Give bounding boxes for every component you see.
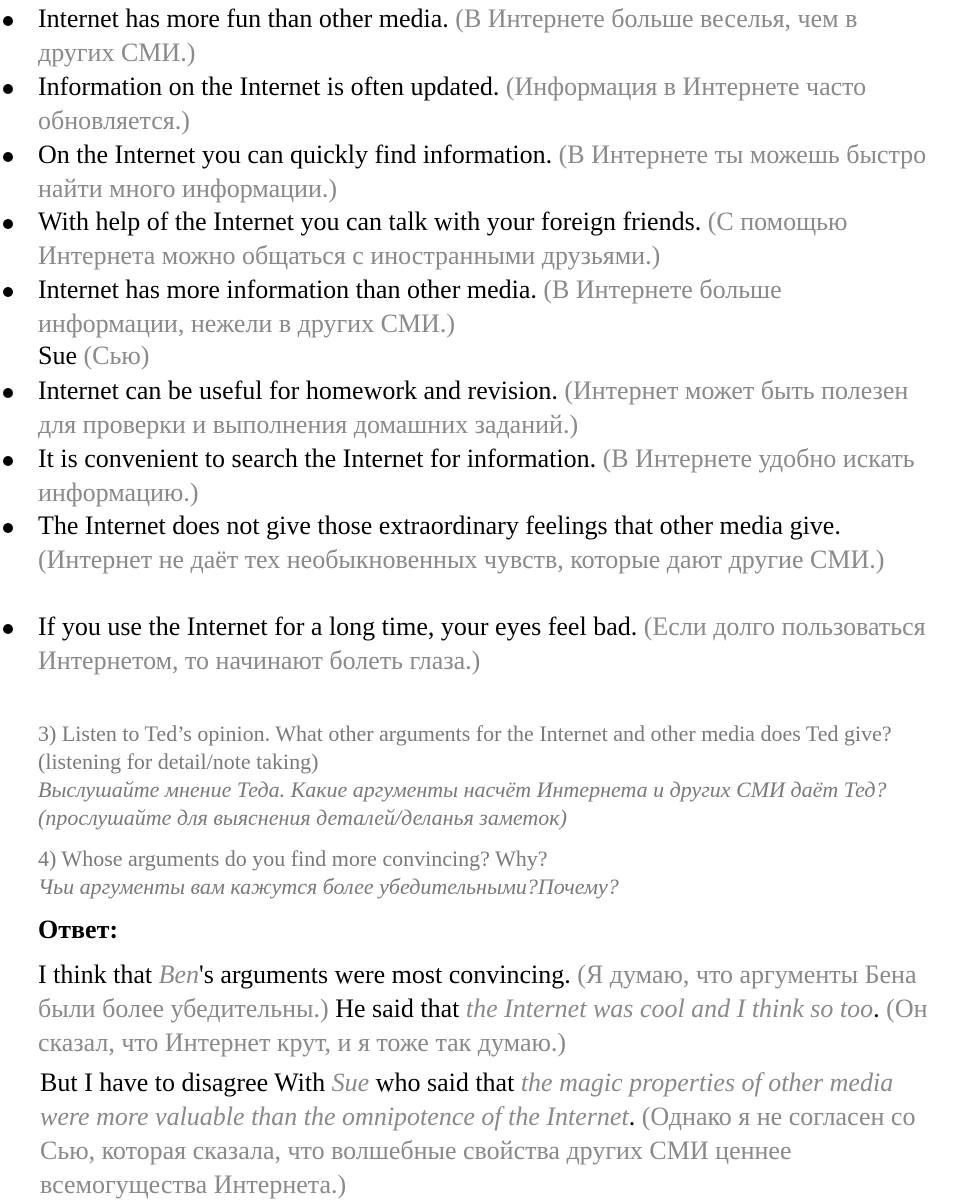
task-4-russian: Чьи аргументы вам кажутся более убедительными?Почему? bbox=[38, 874, 619, 899]
argument-en: Internet can be useful for homework and revision. bbox=[38, 376, 558, 405]
task-4 bbox=[38, 845, 950, 901]
argument-en: If you use the Internet for a long time, your eyes feel bad. bbox=[38, 612, 638, 641]
argument-ru: (Если долго пользоваться Интернетом, то начинают болеть глаза.) bbox=[38, 612, 926, 675]
bullet-dot bbox=[3, 523, 13, 533]
answer-paragraph-1 bbox=[38, 958, 950, 1060]
list-item bbox=[0, 374, 938, 442]
speaker-label bbox=[0, 339, 938, 373]
bullet-dot bbox=[3, 84, 13, 94]
speaker-name: Sue bbox=[38, 341, 77, 370]
argument-ru: (Интернет может быть полезен для проверки и выполнения домашних заданий.) bbox=[38, 376, 909, 439]
argument-ru: (Информация в Интернете часто обновляется.) bbox=[38, 72, 867, 135]
bullet-dot bbox=[3, 456, 13, 466]
list-item bbox=[0, 2, 938, 70]
argument-en: Internet has more information than other media. bbox=[38, 275, 537, 304]
bullet-dot bbox=[3, 16, 13, 26]
argument-en: With help of the Internet you can talk with your foreign friends. bbox=[38, 207, 702, 236]
task-3 bbox=[38, 720, 950, 832]
answer-text: 's arguments were most convincing. bbox=[199, 960, 571, 989]
bullet-dot bbox=[3, 152, 13, 162]
argument-ru: (Интернет не даёт тех необыкновенных чувств, которые дают другие СМИ.) bbox=[38, 545, 885, 574]
answer-text: But I have to disagree With bbox=[40, 1068, 332, 1097]
list-item bbox=[0, 70, 938, 138]
list-item bbox=[0, 509, 948, 577]
answer-text: . bbox=[628, 1102, 642, 1131]
answer-paragraph-2 bbox=[40, 1066, 940, 1202]
argument-ru: (В Интернете ты можешь быстро найти много информации.) bbox=[38, 140, 927, 203]
task-3-english: 3) Listen to Ted’s opinion. What other arguments for the Internet and other media does Ted give? (listening for detail/note taking) bbox=[38, 721, 892, 774]
name-ben: Ben bbox=[158, 960, 200, 989]
answer-heading: Ответ: bbox=[38, 915, 119, 944]
argument-en: Information on the Internet is often updated. bbox=[38, 72, 500, 101]
list-item bbox=[0, 610, 938, 678]
answer-text: I think that bbox=[38, 960, 159, 989]
bullet-dot bbox=[3, 388, 13, 398]
answer-translation: (Однако я не согласен со Сью, которая сказала, что волшебные свойства других СМИ ценнее всемогущества Интернета.) bbox=[40, 1102, 916, 1199]
task-3-russian: Выслушайте мнение Теда. Какие аргументы насчёт Интернета и других СМИ даёт Тед?(прослушайте для выяснения деталей/деланья заметок) bbox=[38, 777, 887, 830]
list-item bbox=[0, 205, 958, 273]
quote-text: the magic properties of other media were more valuable than the omnipotence of the Internet bbox=[40, 1068, 894, 1131]
argument-ru: (В Интернете удобно искать информацию.) bbox=[38, 444, 915, 507]
bullet-dot bbox=[3, 287, 13, 297]
argument-ru: (В Интернете больше информации, нежели в других СМИ.) bbox=[38, 275, 782, 338]
quote-text: the Internet was cool and I think so too bbox=[465, 994, 874, 1023]
argument-en: Internet has more fun than other media. bbox=[38, 4, 449, 33]
argument-en: The Internet does not give those extraordinary feelings that other media give. bbox=[38, 511, 841, 540]
name-sue: Sue bbox=[331, 1068, 370, 1097]
answer-text: who said that bbox=[369, 1068, 521, 1097]
bullet-dot bbox=[3, 624, 13, 634]
argument-ru: (С помощью Интернета можно общаться с иностранными друзьями.) bbox=[38, 207, 848, 270]
speaker-name-ru: (Сью) bbox=[83, 341, 150, 370]
list-item bbox=[0, 442, 958, 510]
argument-en: On the Internet you can quickly find information. bbox=[38, 140, 553, 169]
task-4-english: 4) Whose arguments do you find more convincing? Why? bbox=[38, 846, 548, 871]
argument-en: It is convenient to search the Internet for information. bbox=[38, 444, 597, 473]
answer-translation: (Я думаю, что аргументы Бена были более убедительны.) bbox=[38, 960, 917, 1023]
answer-text: He said that bbox=[328, 994, 466, 1023]
answer-text: . bbox=[873, 994, 887, 1023]
list-item bbox=[0, 273, 918, 341]
argument-ru: (В Интернете больше веселья, чем в других СМИ.) bbox=[38, 4, 858, 67]
answer-translation: (Он сказал, что Интернет крут, и я тоже так думаю.) bbox=[38, 994, 928, 1057]
list-item bbox=[0, 138, 938, 206]
bullet-dot bbox=[3, 219, 13, 229]
